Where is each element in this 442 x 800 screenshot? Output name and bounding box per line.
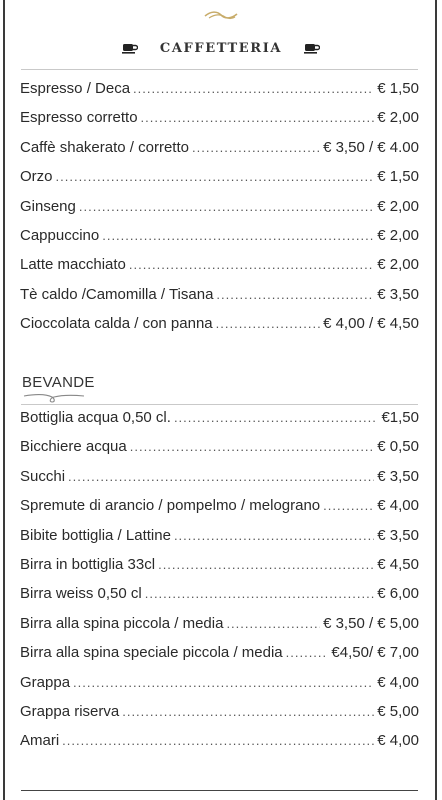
dot-leader bbox=[145, 586, 375, 601]
menu-item-row bbox=[20, 168, 419, 197]
section-header-caffetteria bbox=[0, 37, 442, 59]
dot-leader bbox=[226, 616, 320, 631]
menu-item-name: Birra weiss 0,50 cl bbox=[20, 585, 142, 603]
menu-item-price: €4,50/ € 7,00 bbox=[331, 644, 419, 662]
dot-leader bbox=[286, 645, 329, 660]
menu-item-row bbox=[20, 256, 419, 285]
menu-item-name: Espresso / Deca bbox=[20, 80, 131, 97]
menu-item-name: Bicchiere acqua bbox=[20, 438, 127, 456]
menu-item-price: € 4,00 bbox=[377, 673, 419, 691]
divider bbox=[21, 404, 418, 405]
divider bbox=[21, 790, 418, 791]
menu-item-name: Birra alla spina speciale piccola / media bbox=[20, 644, 283, 662]
dot-leader bbox=[141, 110, 375, 125]
menu-item-row bbox=[20, 198, 419, 227]
menu-item-row bbox=[20, 468, 419, 497]
dot-leader bbox=[68, 469, 374, 484]
menu-item-price: € 2,00 bbox=[377, 197, 419, 215]
menu-item-row bbox=[20, 286, 419, 315]
menu-item-price: € 4,00 / € 4,50 bbox=[323, 315, 419, 333]
menu-item-row bbox=[20, 615, 419, 644]
dot-leader bbox=[174, 410, 379, 425]
menu-item-name: Grappa riserva bbox=[20, 702, 120, 720]
menu-item-name: Cioccolata calda / con panna bbox=[20, 315, 213, 333]
menu-item-price: € 2,00 bbox=[377, 109, 419, 127]
section-title: CAFFETTERIA bbox=[159, 40, 283, 56]
menu-item-price: € 3,50 / € 5,00 bbox=[323, 614, 419, 632]
dot-leader bbox=[122, 704, 374, 719]
menu-item-price: € 3,50 bbox=[377, 526, 419, 544]
menu-item-row bbox=[20, 497, 419, 526]
menu-item-name: Espresso corretto bbox=[20, 109, 138, 127]
dot-leader bbox=[192, 140, 320, 155]
swirl-icon bbox=[22, 392, 86, 404]
menu-item-row bbox=[20, 409, 419, 438]
dot-leader bbox=[174, 528, 374, 543]
menu-item-row bbox=[20, 139, 419, 168]
menu-item-price: € 3,50 bbox=[377, 467, 419, 485]
divider bbox=[21, 69, 418, 70]
menu-item-row bbox=[20, 227, 419, 256]
dot-leader bbox=[216, 287, 374, 302]
dot-leader bbox=[216, 316, 320, 331]
menu-item-name: Birra alla spina piccola / media bbox=[20, 614, 224, 632]
dot-leader bbox=[158, 557, 374, 572]
menu-item-name: Amari bbox=[20, 732, 60, 750]
menu-item-row bbox=[20, 527, 419, 556]
menu-item-name: Ginseng bbox=[20, 197, 76, 215]
dot-leader bbox=[130, 439, 375, 454]
caffetteria-list bbox=[20, 80, 419, 345]
menu-item-row bbox=[20, 585, 419, 614]
menu-item-name: Bibite bottiglia / Lattine bbox=[20, 526, 171, 544]
menu-item-name: Cappuccino bbox=[20, 226, 100, 244]
menu-item-price: € 1,50 bbox=[377, 168, 419, 186]
dot-leader bbox=[56, 169, 375, 184]
menu-item-name: Latte macchiato bbox=[20, 256, 126, 274]
menu-item-row bbox=[20, 315, 419, 344]
menu-item-price: € 5,00 bbox=[377, 702, 419, 720]
dot-leader bbox=[323, 498, 374, 513]
dot-leader bbox=[62, 733, 374, 748]
menu-item-row bbox=[20, 80, 419, 109]
bevande-title: BEVANDE bbox=[22, 374, 95, 391]
menu-item-row bbox=[20, 109, 419, 138]
coffee-cup-icon bbox=[304, 42, 320, 54]
menu-item-name: Succhi bbox=[20, 467, 66, 485]
menu-item-row bbox=[20, 556, 419, 585]
menu-item-price: € 1,50 bbox=[377, 80, 419, 97]
menu-item-row bbox=[20, 674, 419, 703]
menu-item-price: € 2,00 bbox=[377, 226, 419, 244]
menu-item-name: Grappa bbox=[20, 673, 71, 691]
menu-item-row bbox=[20, 644, 419, 673]
menu-item-price: € 6,00 bbox=[377, 585, 419, 603]
menu-item-price: € 3,50 / € 4.00 bbox=[323, 138, 419, 156]
ornament-flourish-icon bbox=[203, 9, 239, 21]
dot-leader bbox=[79, 199, 374, 214]
menu-item-price: € 4,00 bbox=[377, 497, 419, 515]
menu-item-name: Spremute di arancio / pompelmo / melograno bbox=[20, 497, 321, 515]
menu-item-row bbox=[20, 438, 419, 467]
coffee-cup-icon bbox=[122, 42, 138, 54]
menu-item-row bbox=[20, 703, 419, 732]
menu-item-price: €1,50 bbox=[381, 409, 419, 426]
menu-item-name: Tè caldo /Camomilla / Tisana bbox=[20, 285, 214, 303]
menu-item-price: € 2,00 bbox=[377, 256, 419, 274]
dot-leader bbox=[133, 81, 374, 96]
dot-leader bbox=[102, 228, 374, 243]
dot-leader bbox=[73, 675, 374, 690]
menu-item-name: Bottiglia acqua 0,50 cl. bbox=[20, 409, 171, 426]
menu-item-price: € 3,50 bbox=[377, 285, 419, 303]
menu-item-row bbox=[20, 732, 419, 761]
menu-item-price: € 0,50 bbox=[377, 438, 419, 456]
menu-item-name: Orzo bbox=[20, 168, 53, 186]
menu-item-name: Birra in bottiglia 33cl bbox=[20, 555, 156, 573]
menu-item-price: € 4,50 bbox=[377, 555, 419, 573]
dot-leader bbox=[129, 257, 374, 272]
menu-item-name: Caffè shakerato / corretto bbox=[20, 138, 189, 156]
bevande-list bbox=[20, 409, 419, 762]
menu-item-price: € 4,00 bbox=[377, 732, 419, 750]
